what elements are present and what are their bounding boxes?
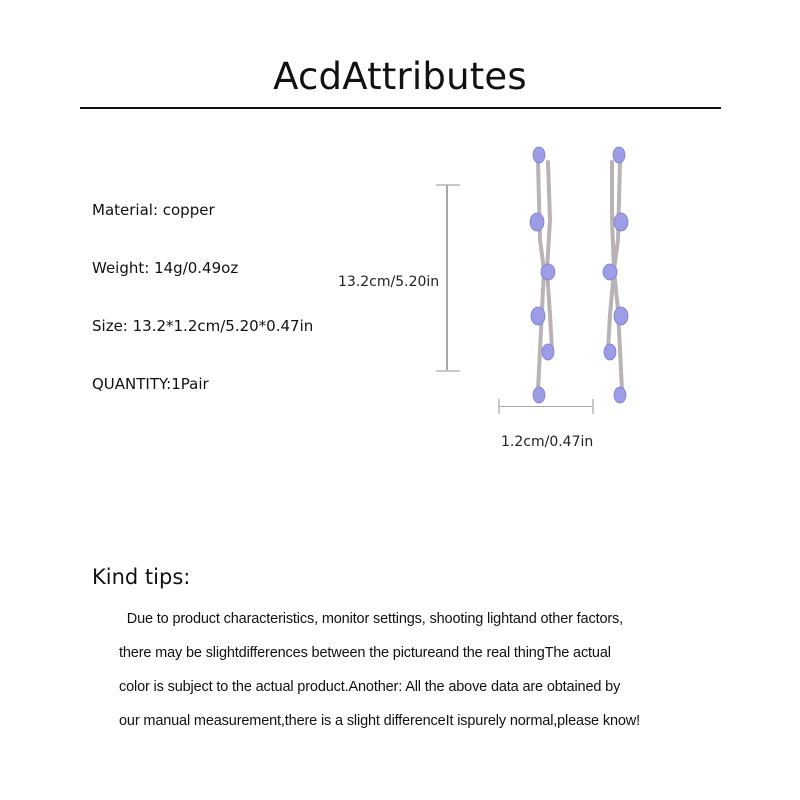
right-stone-6 <box>614 387 626 403</box>
attribute-material: Material: copper <box>92 201 215 219</box>
title-divider <box>80 107 721 109</box>
width-dimension-label: 1.2cm/0.47in <box>501 434 594 450</box>
right-stone-1 <box>613 147 625 163</box>
left-stone-6 <box>533 387 545 403</box>
attribute-quantity: QUANTITY:1Pair <box>92 375 209 393</box>
tips-heading: Kind tips: <box>92 565 191 589</box>
right-earring-bar-2 <box>608 162 614 350</box>
left-stone-2 <box>530 213 544 231</box>
right-stone-4 <box>614 307 628 325</box>
height-dimension-cap-bottom <box>436 370 460 372</box>
height-dimension-cap-top <box>436 184 460 186</box>
left-stone-5 <box>542 344 554 360</box>
width-dimension-cap-right <box>592 399 594 414</box>
drop-earrings-image <box>500 140 650 410</box>
attribute-size: Size: 13.2*1.2cm/5.20*0.47in <box>92 317 314 335</box>
tips-text-line: there may be slightdifferences between the pictureand the real thingThe actual <box>119 645 611 661</box>
height-dimension-label: 13.2cm/5.20in <box>338 274 440 290</box>
right-stone-3 <box>603 264 617 280</box>
right-stone-2 <box>614 213 628 231</box>
tips-text-line: Due to product characteristics, monitor settings, shooting lightand other factors, <box>119 611 624 627</box>
tips-text-line: color is subject to the actual product.Another: All the above data are obtained by <box>119 679 621 695</box>
width-dimension-line <box>499 406 593 407</box>
left-earring-bar-2 <box>547 162 552 350</box>
tips-text-line: our manual measurement,there is a slight differenceIt ispurely normal,please know! <box>119 713 640 729</box>
left-stone-1 <box>533 147 545 163</box>
right-stone-5 <box>604 344 616 360</box>
height-dimension-line <box>446 185 448 372</box>
page-title: AcdAttributes <box>273 55 527 98</box>
attribute-weight: Weight: 14g/0.49oz <box>92 259 239 277</box>
left-stone-4 <box>531 307 545 325</box>
left-stone-3 <box>541 264 555 280</box>
